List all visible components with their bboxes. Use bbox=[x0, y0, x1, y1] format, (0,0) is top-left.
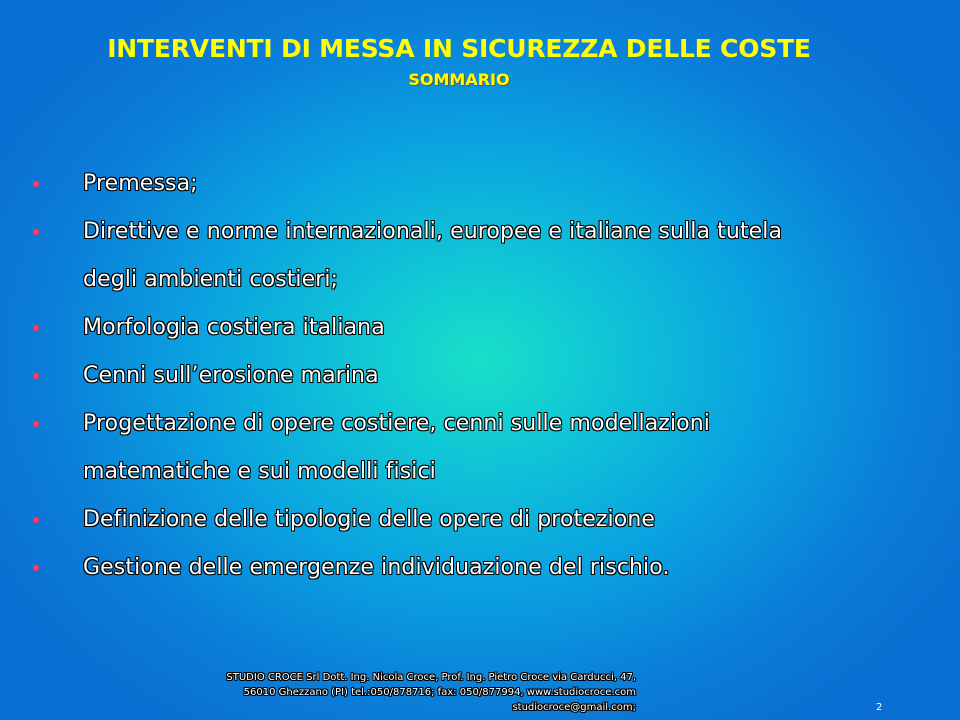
bullet-icon bbox=[33, 517, 39, 523]
list-item-text: Gestione delle emergenze individuazione del rischio. bbox=[83, 555, 670, 580]
bullet-icon bbox=[33, 181, 39, 187]
list-item-text: Premessa; bbox=[83, 171, 198, 196]
list-item-text: Cenni sull’erosione marina bbox=[83, 363, 379, 388]
footer-company-line: STUDIO CROCE Srl Dott. Ing. Nicola Croce, Prof. Ing. Pietro Croce via Carducci, 47, bbox=[226, 672, 636, 683]
list-item-text: Definizione delle tipologie delle opere di protezione bbox=[83, 507, 655, 532]
bullet-icon bbox=[33, 229, 39, 235]
bullet-icon bbox=[33, 565, 39, 571]
bullet-icon bbox=[33, 325, 39, 331]
bullet-icon bbox=[33, 373, 39, 379]
page-number: 2 bbox=[876, 702, 883, 713]
list-item-text: Morfologia costiera italiana bbox=[83, 315, 385, 340]
list-item-text: matematiche e sui modelli fisici bbox=[83, 459, 436, 484]
slide-title: INTERVENTI DI MESSA IN SICUREZZA DELLE COSTE bbox=[107, 34, 811, 63]
slide-subtitle: SOMMARIO bbox=[408, 70, 510, 89]
list-item-text: Direttive e norme internazionali, europee e italiane sulla tutela bbox=[83, 219, 783, 244]
list-item-text: Progettazione di opere costiere, cenni sulle modellazioni bbox=[83, 411, 710, 436]
list-item-text: degli ambienti costieri; bbox=[83, 267, 339, 292]
footer-email-line: studiocroce@gmail.com; bbox=[512, 702, 636, 713]
bullet-icon bbox=[33, 421, 39, 427]
footer-address-line: 56010 Ghezzano (PI) tel.:050/878716; fax: 050/877994, www.studiocroce.com bbox=[243, 687, 636, 698]
slide-footer bbox=[140, 670, 636, 715]
